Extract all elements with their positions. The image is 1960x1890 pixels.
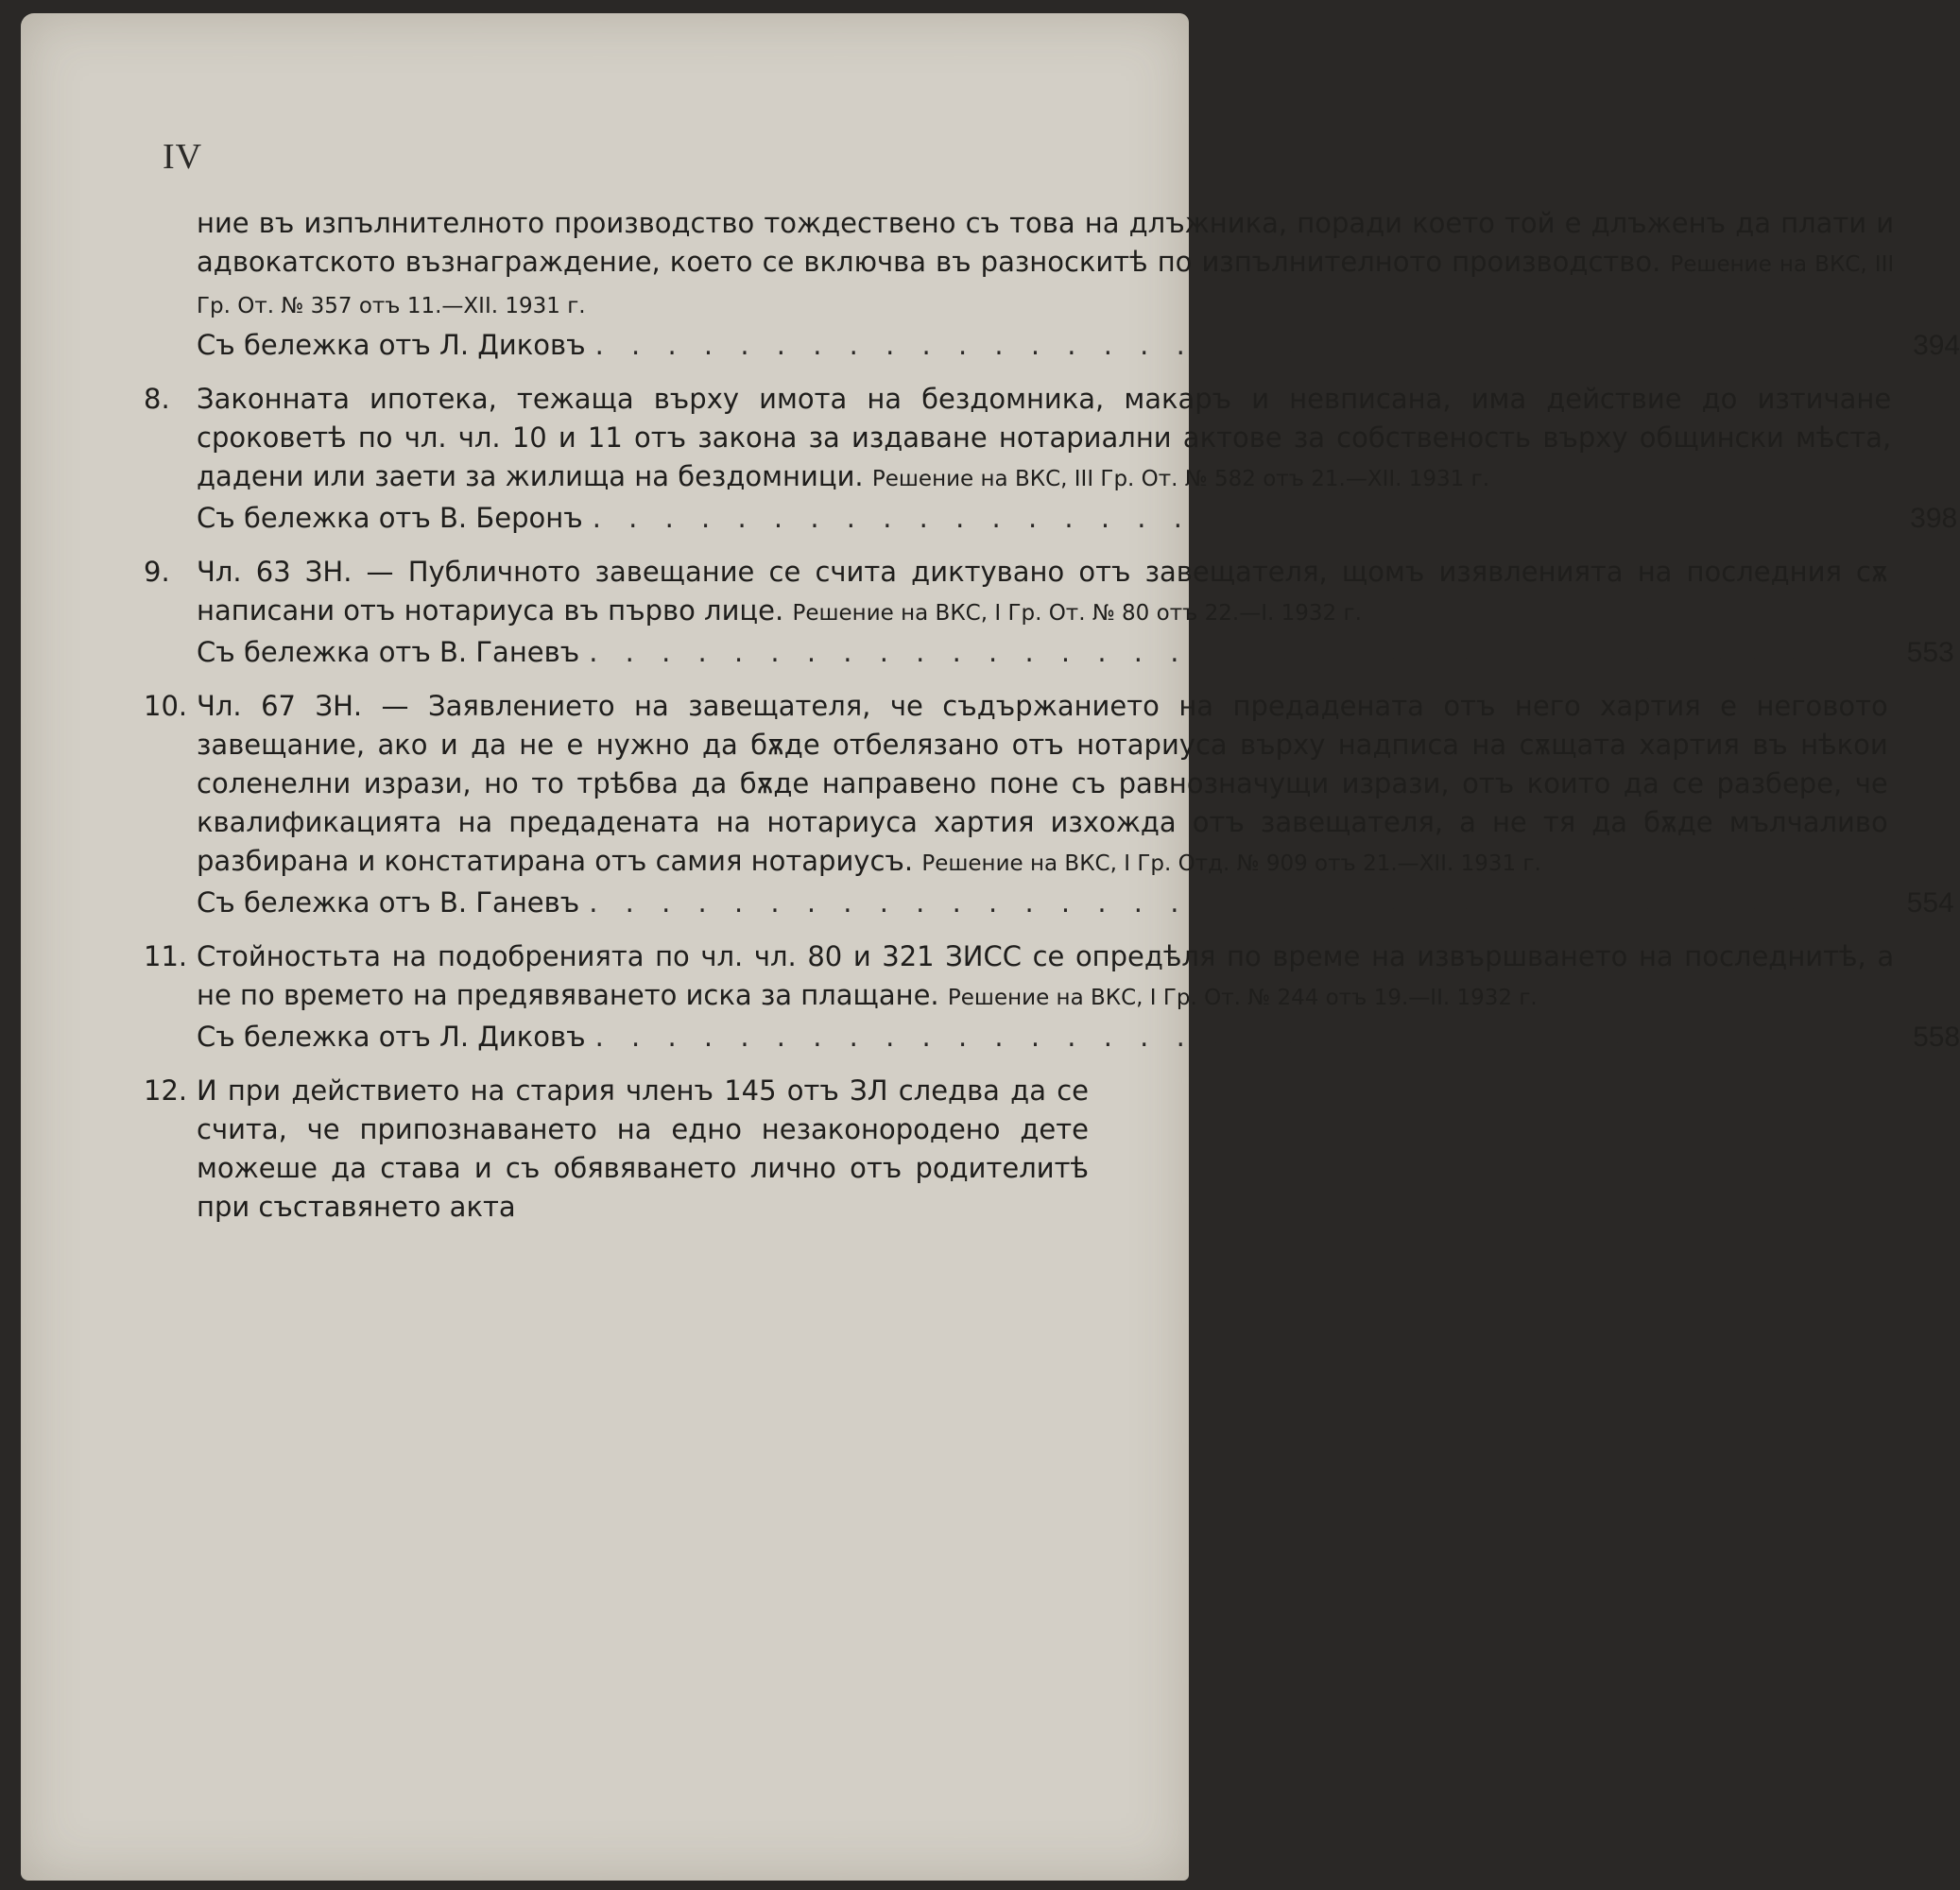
toc-entry	[144, 687, 1954, 922]
entry-text: Законната ипотека, тежаща върху имота на бездомника, макаръ и невписана, има действие до изтичане сроковетѣ по чл. чл. 10 и 11 отъ закона за издаване нотариални актове за собственость върху общински мѣста, дадени или заети за жилища на бездомници.	[197, 383, 1892, 492]
toc-entry	[144, 553, 1954, 672]
entry-number	[144, 204, 197, 365]
entry-note: Съ бележка отъ Л. Диковъ	[197, 329, 586, 361]
entry-note-line	[197, 633, 1954, 672]
leader-dots	[595, 326, 1885, 365]
entry-note-line	[197, 499, 1958, 538]
entry-number: 11.	[144, 940, 188, 972]
toc-entry	[144, 380, 1958, 538]
entry-body	[197, 204, 1960, 365]
entry-text: Чл. 67 ЗН. — Заявлението на завещателя, че съдържанието на предадената отъ него хартия е неговото завещание, ако и да не е нужно да бѫде отбелязано отъ нотариуса върху надписа на сѫщата хартия въ нѣкои соленелни изрази, но то трѣбва да бѫде направено поне съ равнозначущи изрази, отъ които да се разбере, че квалификацията на предадената на нотариуса хартия изхожда отъ завещателя, а не тя да бѫде мълчаливо разбирана и констатирана отъ самия нотариусъ.	[197, 690, 1888, 877]
entry-page: 553	[1906, 637, 1954, 668]
toc-entry	[144, 937, 1960, 1057]
entry-body	[197, 1072, 1089, 1227]
entry-text: И при действието на стария членъ 145 отъ ЗЛ следва да се счита, че припознаването на едно незаконородено дете можеше да става и съ обявяването лично отъ родителитѣ при съставянето акта	[197, 1074, 1089, 1223]
entry-text: Чл. 63 ЗН. — Публичното завещание се счита диктувано отъ завещателя, щомъ изявленията на последния сѫ написани отъ нотариуса въ първо лице.	[197, 556, 1888, 627]
entry-note-line	[197, 1018, 1960, 1057]
entry-page: 394	[1913, 330, 1960, 361]
entry-note: Съ бележка отъ Л. Диковъ	[197, 1021, 586, 1053]
entry-number: 9.	[144, 556, 170, 588]
entry-text: Стойностьта на подобренията по чл. чл. 80 и 321 ЗИСС се опредѣля по време на извършването на последнитѣ, а не по времето на предявяването иска за плащане.	[197, 940, 1895, 1011]
leader-dots	[589, 633, 1879, 672]
entry-page: 398	[1910, 503, 1958, 534]
entry-source: Решение на ВКС, I Гр. От. № 80 отъ 22.—I. 1932 г.	[792, 601, 1362, 626]
entry-source: Решение на ВКС, III Гр. От. № 357 отъ 11.—XII. 1931 г.	[197, 252, 1895, 318]
entry-number: 10.	[144, 690, 188, 722]
entry-body	[197, 687, 1954, 922]
entry-note-line	[197, 884, 1954, 922]
entry-page: 554	[1906, 887, 1954, 919]
leader-dots	[589, 884, 1879, 922]
entry-body	[197, 937, 1960, 1057]
leader-dots	[595, 1018, 1885, 1057]
entry-body	[197, 380, 1958, 538]
entry-note: Съ бележка отъ В. Ганевъ	[197, 636, 580, 668]
entry-note: Съ бележка отъ В. Ганевъ	[197, 886, 580, 919]
page-number: IV	[163, 137, 203, 177]
entry-number: 8.	[144, 383, 170, 415]
entry-page: 558	[1913, 1022, 1960, 1053]
table-of-contents	[144, 204, 1960, 1242]
entry-number: 12.	[144, 1074, 188, 1107]
entry-source: Решение на ВКС, III Гр. От. № 582 отъ 21.—XII. 1931 г.	[871, 467, 1490, 491]
entry-text: ние въ изпълнителното производство тождествено съ това на длъжника, поради което той е длъженъ да плати и адвокатското възнаграждение, което се включва въ разноскитѣ по изпълнителното производство.	[197, 207, 1895, 278]
toc-entry	[144, 204, 1960, 365]
book-page	[21, 13, 1960, 1881]
toc-entry	[144, 1072, 1089, 1227]
entry-note: Съ бележка отъ В. Беронъ	[197, 502, 583, 534]
entry-source: Решение на ВКС, I Гр. Отд. № 909 отъ 21.—XII. 1931 г.	[921, 851, 1541, 876]
entry-body	[197, 553, 1954, 672]
leader-dots	[593, 499, 1883, 538]
entry-source: Решение на ВКС, I Гр. От. № 244 отъ 19.—II. 1932 г.	[947, 986, 1538, 1010]
entry-note-line	[197, 326, 1960, 365]
